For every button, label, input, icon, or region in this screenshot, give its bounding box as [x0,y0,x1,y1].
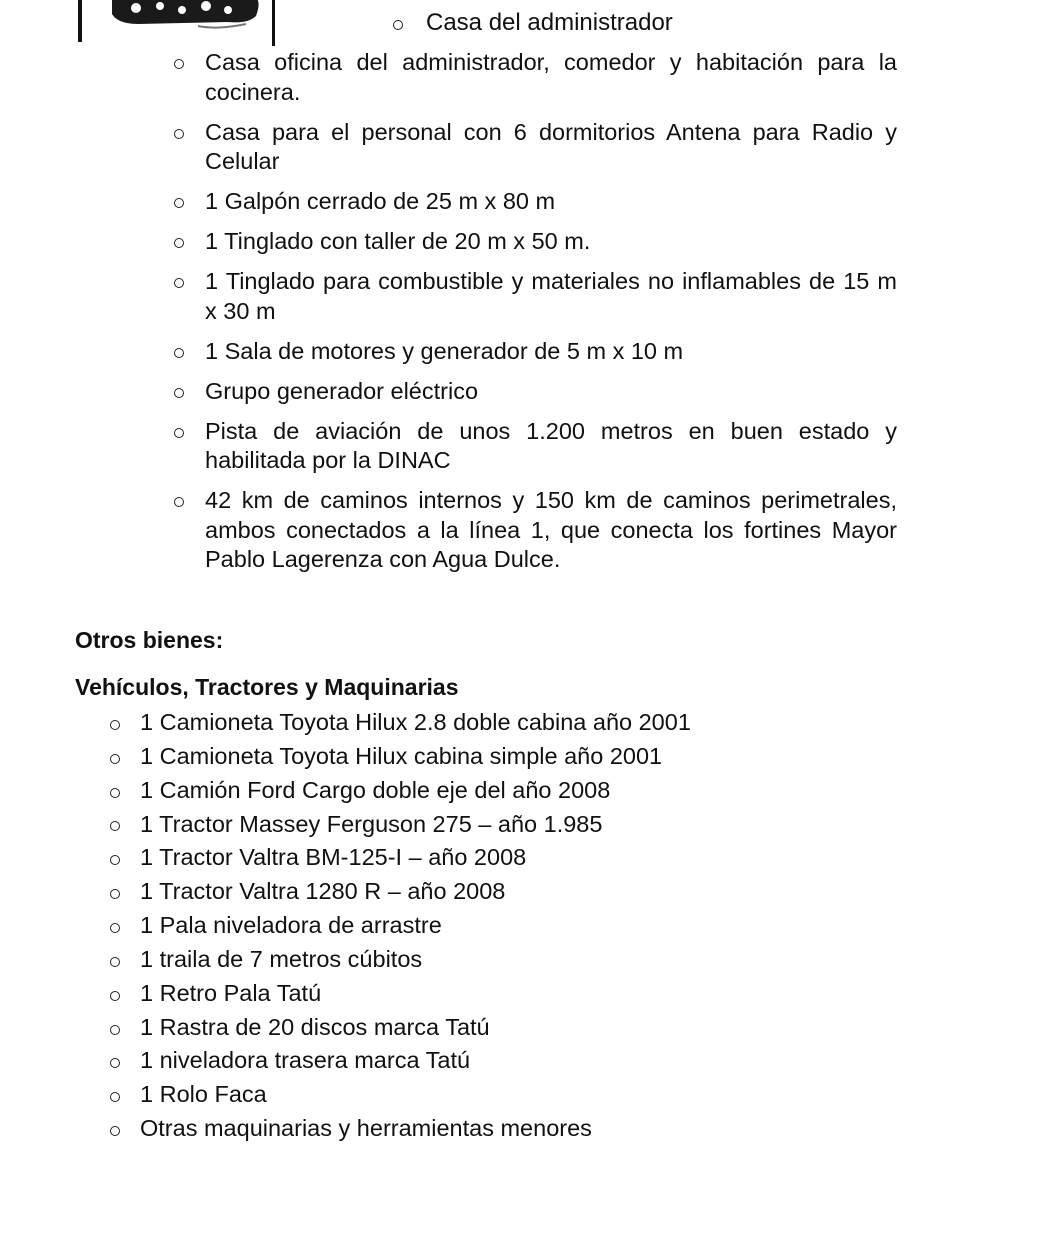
bullet-circle-icon [174,238,184,248]
bullet-circle-icon [110,1058,120,1068]
facilities-list [174,48,897,585]
list-item [174,417,897,476]
list-item [174,227,897,257]
list-item [110,774,691,808]
list-item [174,118,897,177]
list-item-text: 42 km de caminos internos y 150 km de caminos perimetrales, ambos conectados a la línea 1, que conecta los fortines Mayor Pablo Lagerenza con Agua Dulce. [205,487,897,572]
list-item-text: 1 Rolo Faca [140,1081,267,1108]
stamp-fragment [78,0,278,46]
list-item-text: 1 Tractor Massey Ferguson 275 – año 1.985 [140,810,603,837]
list-item [110,875,691,909]
bullet-circle-icon [110,957,120,967]
vehicles-list [110,706,691,1146]
list-item [110,909,691,943]
list-item-text: Casa para el personal con 6 dormitorios Antena para Radio y Celular [205,118,897,174]
list-item [110,740,691,774]
list-item [110,943,691,977]
bullet-circle-icon [110,991,120,1001]
bullet-circle-icon [174,198,184,208]
bullet-circle-icon [174,388,184,398]
list-item-text: 1 Camión Ford Cargo doble eje del año 2008 [140,776,611,803]
bullet-circle-icon [110,923,120,933]
list-item [110,808,691,842]
bullet-circle-icon [110,855,120,865]
section-heading-other-goods: Otros bienes: [75,627,224,653]
list-item [110,1044,691,1078]
list-item [110,706,691,740]
bullet-circle-icon [110,754,120,764]
list-item-text: 1 Retro Pala Tatú [140,979,322,1006]
bullet-circle-icon [174,497,184,507]
list-item [174,187,897,217]
bullet-circle-icon [110,1025,120,1035]
list-item-text: 1 Tinglado con taller de 20 m x 50 m. [205,228,591,254]
list-item-text: 1 Rastra de 20 discos marca Tatú [140,1013,490,1040]
section-heading-vehicles: Vehículos, Tractores y Maquinarias [75,674,459,700]
bullet-circle-icon [110,720,120,730]
list-item [174,486,897,575]
list-item-text: Pista de aviación de unos 1.200 metros en buen estado y habilitada por la DINAC [205,417,897,473]
bullet-circle-icon [110,821,120,831]
bullet-circle-icon [174,348,184,358]
bullet-circle-icon [174,59,184,69]
list-item [110,1078,691,1112]
list-item [110,977,691,1011]
list-item-text: 1 traila de 7 metros cúbitos [140,945,423,972]
list-item [174,48,897,107]
bullet-circle-icon [174,428,184,438]
list-item-text: 1 Camioneta Toyota Hilux cabina simple año 2001 [140,742,663,769]
list-item-text: Grupo generador eléctrico [205,377,479,404]
list-item-text: 1 Tractor Valtra BM-125-I – año 2008 [140,844,527,871]
bullet-circle-icon [174,278,184,288]
list-item-text: 1 Sala de motores y generador de 5 m x 10 m [205,337,684,364]
list-item [174,337,897,367]
list-item-text: 1 niveladora trasera marca Tatú [140,1047,471,1074]
list-item-text: 1 Galpón cerrado de 25 m x 80 m [205,188,556,214]
bullet-circle-icon [393,20,403,30]
bullet-circle-icon [110,889,120,899]
list-item-text: 1 Tractor Valtra 1280 R – año 2008 [140,878,506,905]
list-item-text: Otras maquinarias y herramientas menores [140,1115,592,1142]
list-item [174,267,897,326]
list-item [110,1112,691,1146]
list-item [110,1011,691,1045]
list-item [393,8,673,38]
list-item [110,841,691,875]
bullet-circle-icon [110,788,120,798]
list-item-text: Casa oficina del administrador, comedor y habitación para la cocinera. [205,49,897,105]
bullet-circle-icon [174,129,184,139]
list-item-text: Casa del administrador [426,9,673,36]
bullet-circle-icon [110,1126,120,1136]
list-item [174,377,897,407]
list-item-text: 1 Pala niveladora de arrastre [140,912,442,939]
list-item-text: 1 Camioneta Toyota Hilux 2.8 doble cabina año 2001 [140,709,691,735]
bullet-circle-icon [110,1092,120,1102]
list-item-text: 1 Tinglado para combustible y materiales no inflamables de 15 m x 30 m [205,268,897,324]
